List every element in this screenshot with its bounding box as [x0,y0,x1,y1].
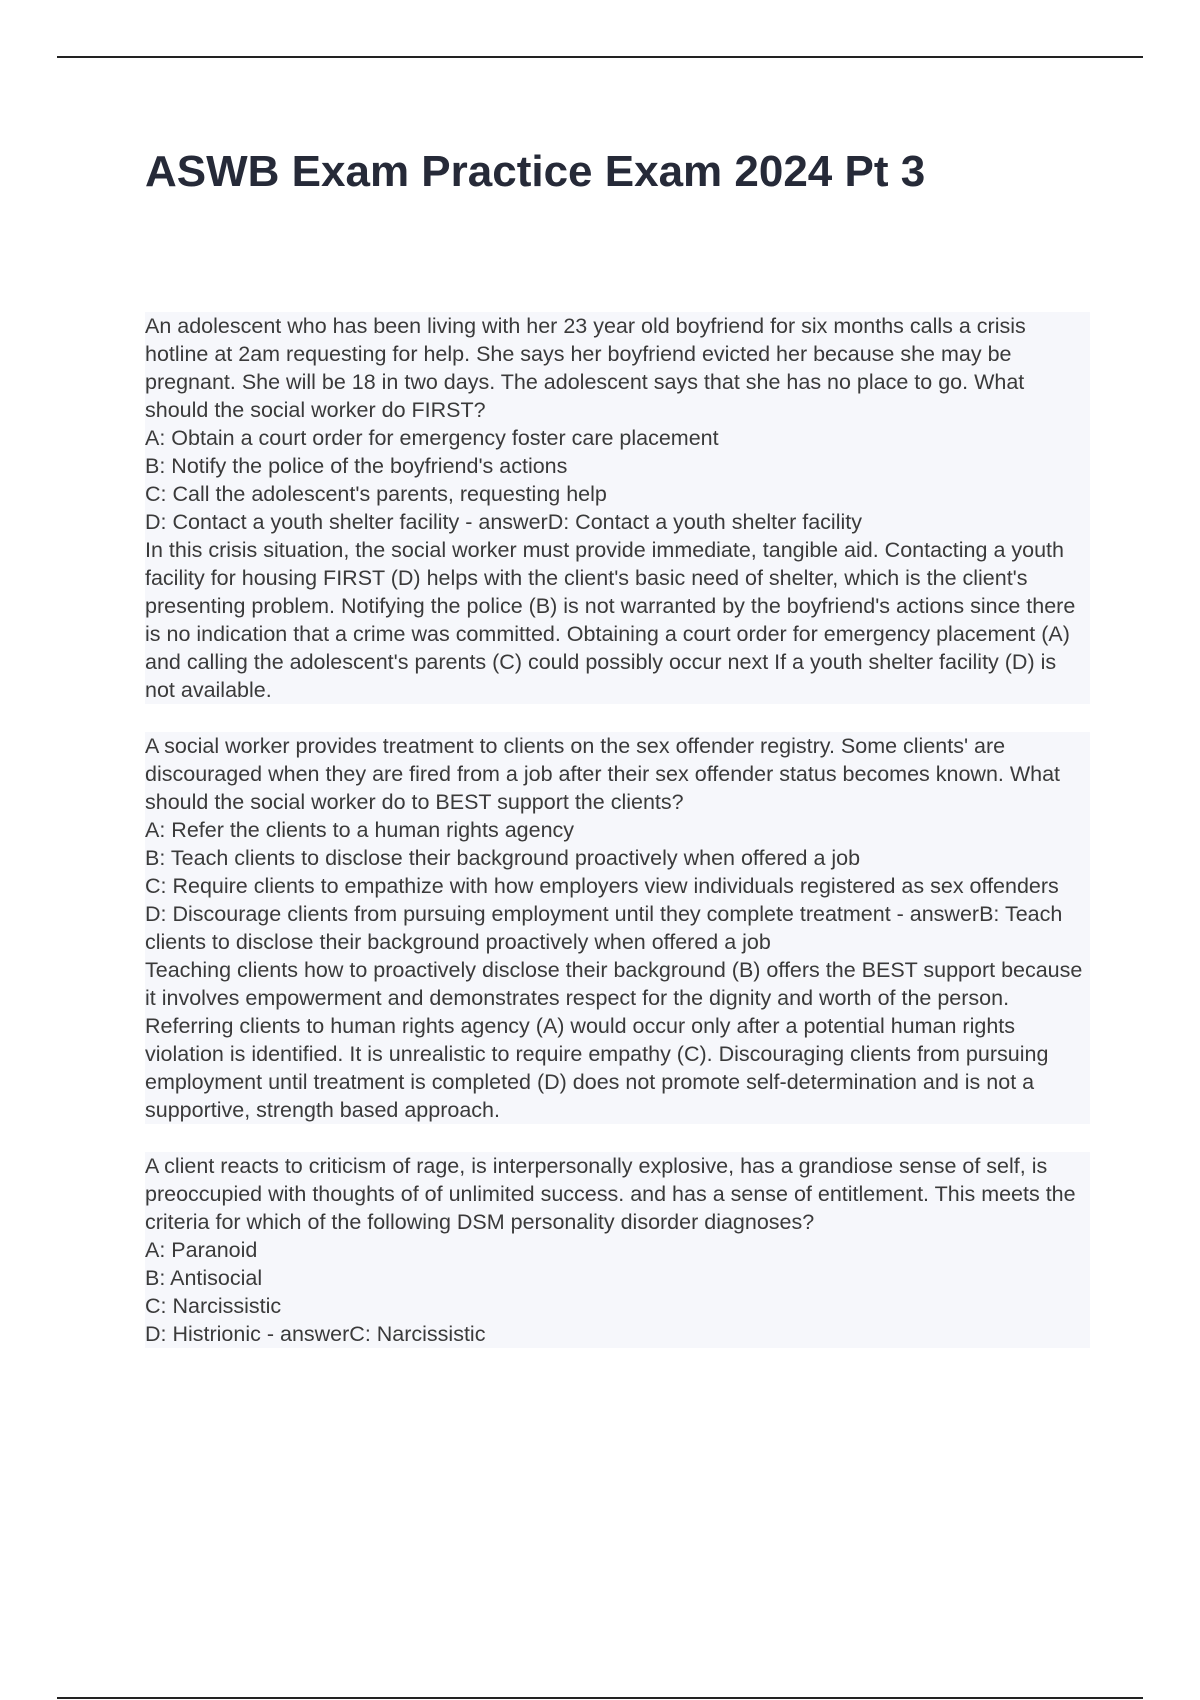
option-b: B: Antisocial [145,1266,263,1290]
document-body [145,312,1090,1376]
question-block-3 [145,1152,1090,1348]
page-title: ASWB Exam Practice Exam 2024 Pt 3 [145,147,926,196]
top-rule [57,56,1143,58]
bottom-rule [57,1697,1143,1699]
option-d-answer: D: Discourage clients from pursuing employment until they complete treatment - answerB: Teach clients to disclose their background proactively when offered a job [145,902,1063,954]
option-a: A: Obtain a court order for emergency foster care placement [145,426,719,450]
option-c: C: Require clients to empathize with how employers view individuals registered as sex offenders [145,874,1059,898]
option-c: C: Narcissistic [145,1294,282,1318]
question-stem: A social worker provides treatment to clients on the sex offender registry. Some clients' are discouraged when they are fired from a job after their sex offender status becomes known. What should the social worker do to BEST support the clients? [145,734,1061,814]
answer-explanation: In this crisis situation, the social worker must provide immediate, tangible aid. Contacting a youth facility for housing FIRST (D) helps with the client's basic need of shelter, which is the client's presenting problem. Notifying the police (B) is not warranted by the boyfriend's actions since there is no indication that a crime was committed. Obtaining a court order for emergency placement (A) and calling the adolescent's parents (C) could possibly occur next If a youth shelter facility (D) is not available. [145,538,1076,702]
option-b: B: Teach clients to disclose their background proactively when offered a job [145,846,861,870]
question-block-1 [145,312,1090,704]
question-stem: A client reacts to criticism of rage, is interpersonally explosive, has a grandiose sense of self, is preoccupied with thoughts of of unlimited success. and has a sense of entitlement. This meets the criteria for which of the following DSM personality disorder diagnoses? [145,1154,1076,1234]
option-c: C: Call the adolescent's parents, requesting help [145,482,607,506]
question-block-2 [145,732,1090,1124]
option-d-answer: D: Contact a youth shelter facility - answerD: Contact a youth shelter facility [145,510,862,534]
option-a: A: Paranoid [145,1238,258,1262]
answer-explanation: Teaching clients how to proactively disclose their background (B) offers the BEST support because it involves empowerment and demonstrates respect for the dignity and worth of the person. Referring clients to human rights agency (A) would occur only after a potential human rights violation is identified. It is unrealistic to require empathy (C). Discouraging clients from pursuing employment until treatment is completed (D) does not promote self-determination and is not a supportive, strength based approach. [145,958,1083,1122]
question-stem: An adolescent who has been living with her 23 year old boyfriend for six months calls a crisis hotline at 2am requesting for help. She says her boyfriend evicted her because she may be pregnant. She will be 18 in two days. The adolescent says that she has no place to go. What should the social worker do FIRST? [145,314,1026,422]
option-a: A: Refer the clients to a human rights agency [145,818,575,842]
option-b: B: Notify the police of the boyfriend's actions [145,454,568,478]
option-d-answer: D: Histrionic - answerC: Narcissistic [145,1322,486,1346]
